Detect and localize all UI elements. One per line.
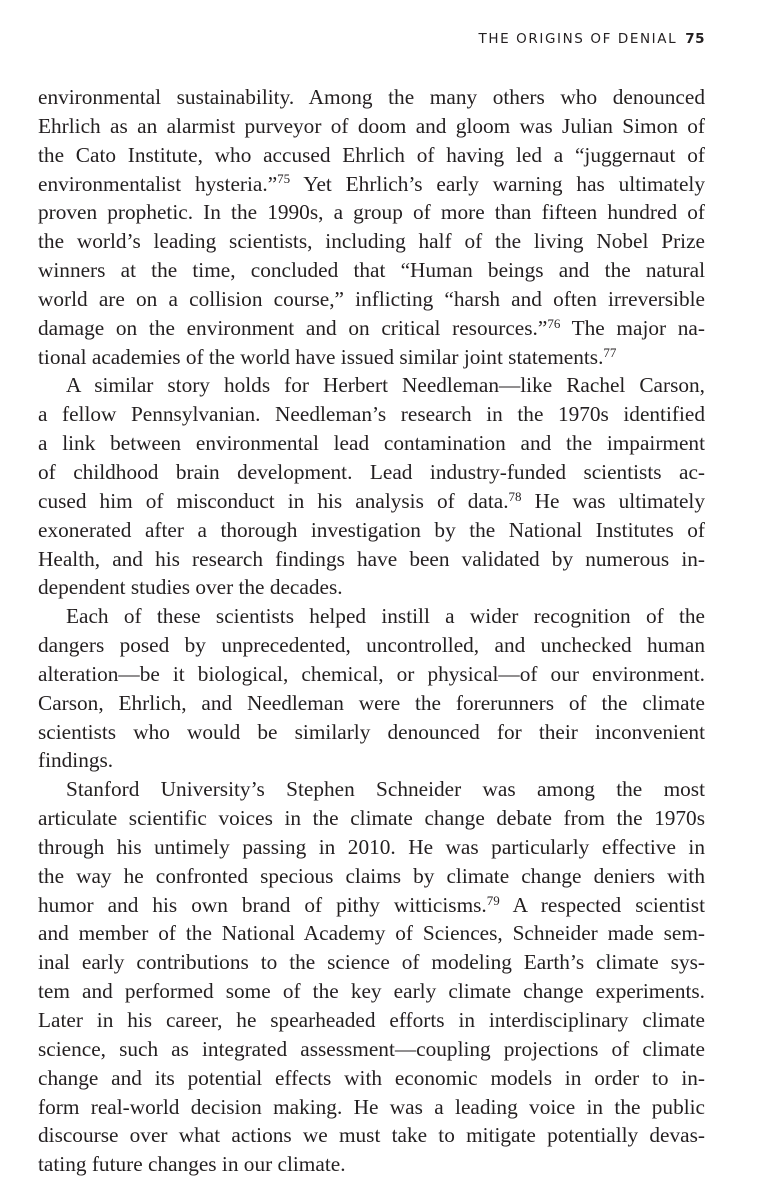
text-line <box>38 1006 705 1035</box>
body-text <box>38 83 705 1179</box>
text-segment: dangers posed by unprecedented, uncontrolled, and unchecked human <box>38 633 705 658</box>
text-line <box>38 141 705 170</box>
text-segment: science, such as integrated assessment—coupling projections of climate <box>38 1036 705 1061</box>
text-line <box>38 400 705 429</box>
text-segment: findings. <box>38 748 114 773</box>
footnote-reference[interactable]: 79 <box>486 892 500 908</box>
footnote-reference[interactable]: 77 <box>603 344 617 360</box>
text-segment: damage on the environment and on critical resources.” <box>38 315 548 340</box>
text-line <box>38 775 705 804</box>
text-segment: He was ultimately <box>521 488 705 513</box>
footnote-reference[interactable]: 75 <box>277 171 291 187</box>
text-line <box>38 1121 705 1150</box>
text-segment: discourse over what actions we must take to mitigate potentially devas- <box>38 1123 705 1148</box>
text-line <box>38 429 705 458</box>
text-segment: tating future changes in our climate. <box>38 1152 346 1177</box>
text-segment: exonerated after a thorough investigation by the National Institutes of <box>38 517 705 542</box>
text-segment: Later in his career, he spearheaded efforts in interdisciplinary climate <box>38 1008 705 1032</box>
text-line <box>38 602 705 631</box>
text-line <box>38 977 705 1006</box>
text-segment: the Cato Institute, who accused Ehrlich of having led a “juggernaut of <box>38 142 705 167</box>
text-segment: world are on a collision course,” inflicting “harsh and often irreversible <box>38 286 705 311</box>
text-line <box>38 314 705 343</box>
text-segment: through his untimely passing in 2010. He was particularly effective in <box>38 834 705 859</box>
text-segment: cused him of misconduct in his analysis of data. <box>38 488 509 513</box>
text-line <box>38 948 705 977</box>
text-line <box>38 516 705 545</box>
text-segment: proven prophetic. In the 1990s, a group of more than fifteen hundred of <box>38 200 705 225</box>
text-line <box>38 804 705 833</box>
text-segment: a link between environmental lead contamination and the impairment <box>38 431 705 456</box>
text-line <box>38 458 705 487</box>
text-line <box>38 1064 705 1093</box>
text-segment: the world’s leading scientists, including half of the living Nobel Prize <box>38 229 705 254</box>
text-segment: tem and performed some of the key early climate change experiments. <box>38 979 705 1004</box>
text-line <box>38 343 705 372</box>
text-line <box>38 112 705 141</box>
text-line <box>38 862 705 891</box>
text-line <box>38 1150 705 1179</box>
text-line <box>38 631 705 660</box>
text-segment: of childhood brain development. Lead industry-funded scientists ac- <box>38 459 705 484</box>
text-line <box>38 689 705 718</box>
paragraph <box>38 83 705 371</box>
text-line <box>38 371 705 400</box>
text-segment: environmentalist hysteria.” <box>38 171 278 196</box>
text-segment: form real-world decision making. He was a leading voice in the public <box>38 1094 705 1119</box>
text-segment: the way he confronted specious claims by climate change deniers with <box>38 863 705 888</box>
text-segment: Each of these scientists helped instill a wider recognition of the <box>66 604 705 629</box>
page-number: 75 <box>685 31 705 47</box>
text-segment: and member of the National Academy of Sciences, Schneider made sem- <box>38 921 705 946</box>
text-segment: A respected scientist <box>499 892 705 917</box>
text-line <box>38 746 705 775</box>
text-line <box>38 198 705 227</box>
footnote-reference[interactable]: 76 <box>547 315 561 331</box>
text-segment: Health, and his research findings have been validated by numerous in- <box>38 546 705 571</box>
text-line <box>38 919 705 948</box>
text-segment: Ehrlich as an alarmist purveyor of doom and gloom was Julian Simon of <box>38 113 705 138</box>
text-line <box>38 833 705 862</box>
text-segment: articulate scientific voices in the climate change debate from the 1970s <box>38 806 705 831</box>
text-segment: tional academies of the world have issued similar joint statements. <box>38 344 604 369</box>
footnote-reference[interactable]: 78 <box>508 488 522 504</box>
text-line <box>38 718 705 747</box>
text-segment: change and its potential effects with economic models in order to in- <box>38 1065 705 1090</box>
text-segment: scientists who would be similarly denounced for their inconvenient <box>38 719 705 744</box>
text-line <box>38 170 705 199</box>
paragraph <box>38 775 705 1179</box>
running-title: THE ORIGINS OF DENIAL <box>478 31 678 47</box>
text-segment: Stanford University’s Stephen Schneider was among the most <box>66 777 705 802</box>
text-line <box>38 660 705 689</box>
paragraph <box>38 371 705 602</box>
text-line <box>38 1035 705 1064</box>
text-line <box>38 1093 705 1122</box>
text-segment: A similar story holds for Herbert Needleman—like Rachel Carson, <box>66 373 705 398</box>
text-segment: Carson, Ehrlich, and Needleman were the forerunners of the climate <box>38 690 705 715</box>
text-segment: environmental sustainability. Among the many others who denounced <box>38 85 705 109</box>
text-segment: alteration—be it biological, chemical, or physical—of our environment. <box>38 661 705 686</box>
text-segment: a fellow Pennsylvanian. Needleman’s research in the 1970s identified <box>38 402 705 427</box>
text-segment: dependent studies over the decades. <box>38 575 343 600</box>
text-segment: humor and his own brand of pithy witticisms. <box>38 892 487 917</box>
text-line <box>38 285 705 314</box>
text-line <box>38 83 705 112</box>
paragraph <box>38 602 705 775</box>
text-line <box>38 573 705 602</box>
text-line <box>38 487 705 516</box>
text-segment: inal early contributions to the science of modeling Earth’s climate sys- <box>38 950 705 975</box>
text-line <box>38 545 705 574</box>
text-segment: Yet Ehrlich’s early warning has ultimately <box>290 171 705 196</box>
text-segment: winners at the time, concluded that “Human beings and the natural <box>38 258 705 283</box>
running-header <box>479 31 705 47</box>
text-line <box>38 891 705 920</box>
text-segment: The major na- <box>560 315 705 340</box>
text-line <box>38 256 705 285</box>
text-line <box>38 227 705 256</box>
